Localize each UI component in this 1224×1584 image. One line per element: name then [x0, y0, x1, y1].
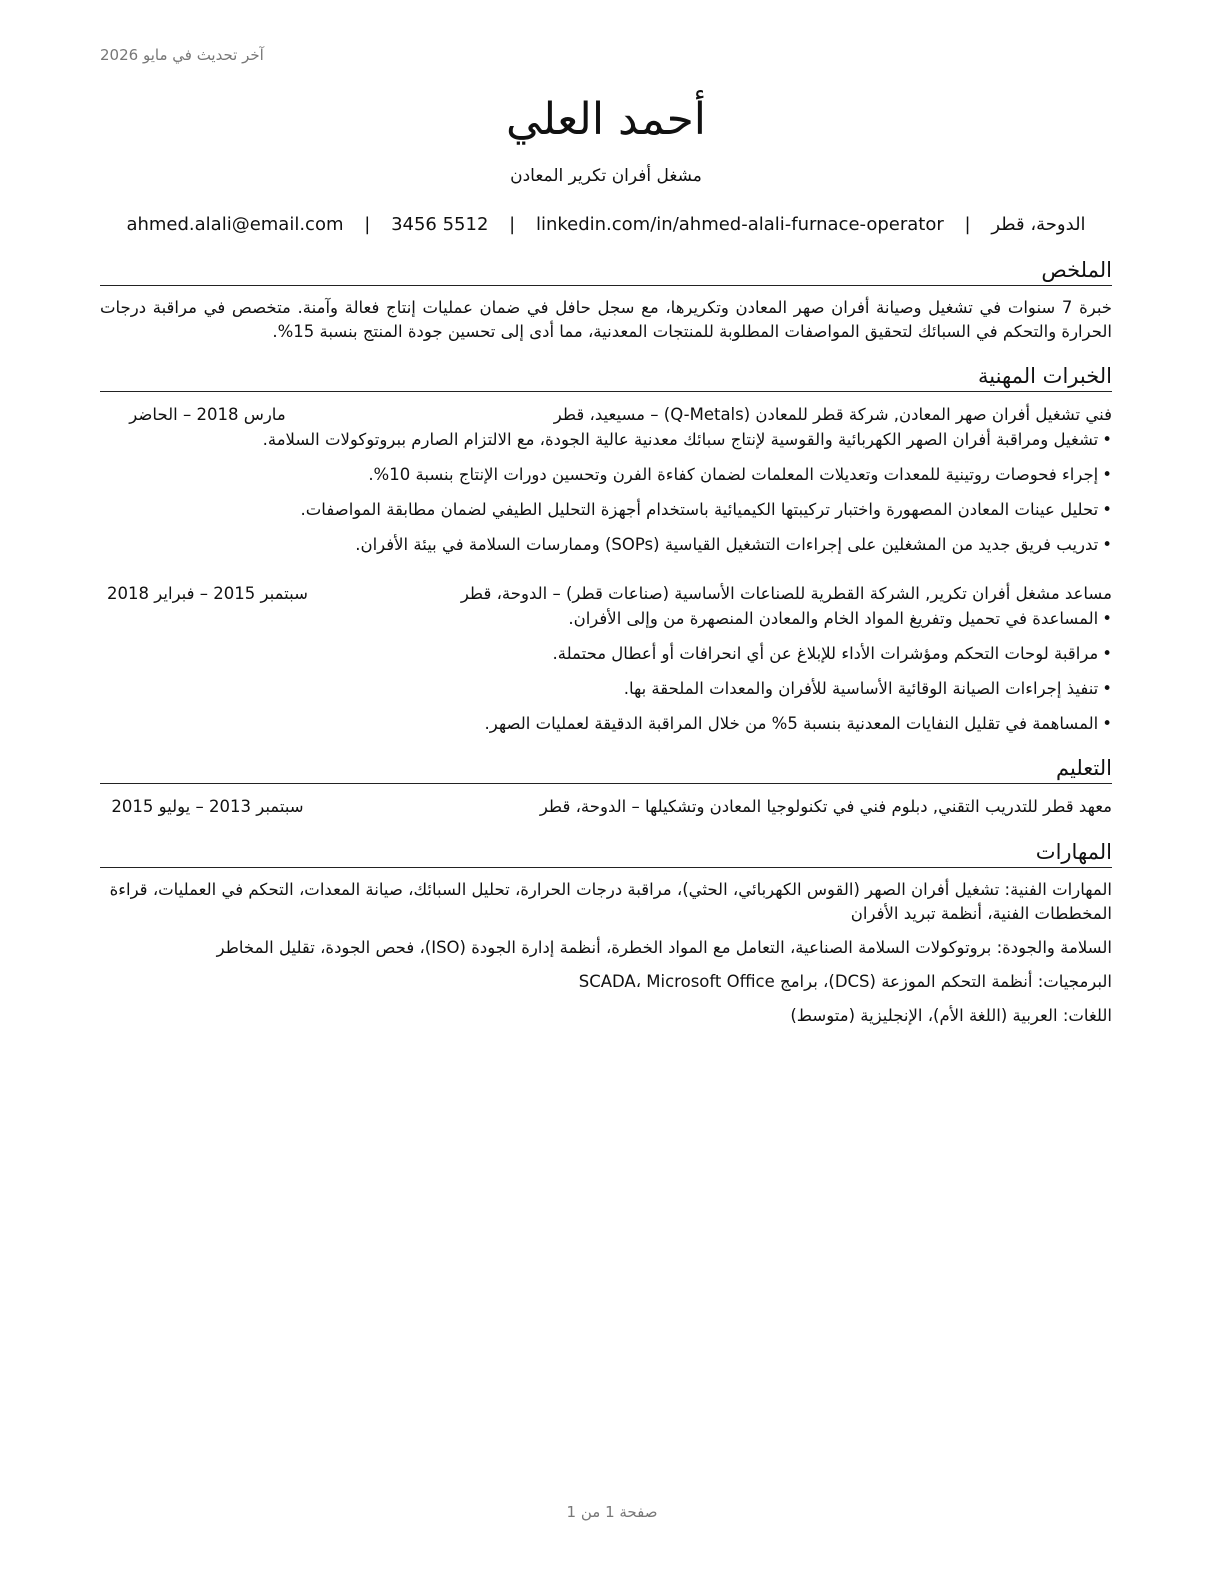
bullet-icon: • — [1102, 679, 1112, 698]
bullet-icon: • — [1102, 609, 1112, 628]
experience-bullets — [100, 428, 1112, 557]
contact-separator: | — [509, 214, 516, 235]
bullet-icon: • — [1102, 465, 1112, 484]
contact-line — [100, 212, 1112, 238]
bullet-icon: • — [1102, 644, 1112, 663]
list-item: •المساهمة في تقليل النفايات المعدنية بنسبة 5% من خلال المراقبة الدقيقة لعمليات الصهر. — [484, 714, 1112, 733]
candidate-name: أحمد العلي — [505, 94, 707, 145]
list-item: •مراقبة لوحات التحكم ومؤشرات الأداء للإبلاغ عن أي انحرافات أو أعطال محتملة. — [552, 644, 1112, 663]
list-item: •تدريب فريق جديد من المشغلين على إجراءات التشغيل القياسية (SOPs) وممارسات السلامة في بيئة الأفران. — [355, 535, 1112, 554]
contact-separator: | — [364, 214, 371, 235]
list-item: •تنفيذ إجراءات الصيانة الوقائية الأساسية للأفران والمعدات الملحقة بها. — [623, 679, 1112, 698]
summary-heading: الملخص — [100, 256, 1112, 286]
experience-bullets — [100, 607, 1112, 736]
resume-page — [100, 88, 1112, 1038]
bullet-icon: • — [1102, 535, 1112, 554]
bullet-icon: • — [1102, 714, 1112, 733]
experience-title-company: مساعد مشغل أفران تكرير, الشركة القطرية للصناعات الأساسية (صناعات قطر) – الدوحة، قطر — [460, 584, 1112, 603]
contact-email[interactable]: ahmed.alali@email.com — [126, 214, 344, 235]
candidate-role: مشغل أفران تكرير المعادن — [510, 166, 702, 186]
education-heading: التعليم — [100, 754, 1112, 784]
page-number: صفحة 1 من 1 — [566, 1503, 658, 1521]
experience-heading: الخبرات المهنية — [100, 362, 1112, 392]
experience-dates: مارس 2018 – الحاضر — [129, 405, 286, 424]
education-title: معهد قطر للتدريب التقني, دبلوم فني في تكنولوجيا المعادن وتشكيلها – الدوحة، قطر — [539, 797, 1112, 816]
list-item: •إجراء فحوصات روتينية للمعدات وتعديلات المعلمات لضمان كفاءة الفرن وتحسين دورات الإنتاج بنسبة 10%. — [368, 465, 1112, 484]
experience-entry — [100, 581, 1112, 736]
contact-separator: | — [964, 214, 971, 235]
last-updated-note: آخر تحديث في مايو 2026 — [100, 46, 264, 64]
education-dates: سبتمبر 2013 – يوليو 2015 — [111, 797, 304, 816]
bullet-icon: • — [1102, 430, 1112, 449]
experience-header — [100, 581, 1112, 607]
contact-phone: 3456 5512 — [391, 214, 489, 235]
summary-text: خبرة 7 سنوات في تشغيل وصيانة أفران صهر المعادن وتكريرها، مع سجل حافل في ضمان عمليات إنتاج فعالة وآمنة. متخصص في مراقبة درجات الحرارة والتحكم في السبائك لتحقيق المواصفات المطلوبة للمنتجات المعدنية، مما أدى إلى تحسين جودة المنتج بنسبة 15%. — [100, 298, 1112, 341]
education-entry — [100, 794, 1112, 820]
list-item: •تحليل عينات المعادن المصهورة واختبار تركيبتها الكيميائية باستخدام أجهزة التحليل الطيفي لضمان مطابقة المواصفات. — [300, 500, 1112, 519]
contact-linkedin[interactable]: linkedin.com/in/ahmed-alali-furnace-operator — [535, 214, 944, 235]
experience-dates: سبتمبر 2015 – فبراير 2018 — [107, 584, 308, 603]
experience-header — [100, 402, 1112, 428]
contact-location: الدوحة، قطر — [991, 214, 1086, 235]
skill-line: البرمجيات: أنظمة التحكم الموزعة (DCS)، برامج SCADA، Microsoft Office — [578, 972, 1112, 991]
list-item: •تشغيل ومراقبة أفران الصهر الكهربائية والقوسية لإنتاج سبائك معدنية عالية الجودة، مع الالتزام الصارم ببروتوكولات السلامة. — [262, 430, 1112, 449]
skill-line: السلامة والجودة: بروتوكولات السلامة الصناعية، التعامل مع المواد الخطرة، أنظمة إدارة الجودة (ISO)، فحص الجودة، تقليل المخاطر — [216, 938, 1112, 957]
experience-title-company: فني تشغيل أفران صهر المعادن, شركة قطر للمعادن (Q-Metals) – مسيعيد، قطر — [553, 405, 1112, 424]
skills-heading: المهارات — [100, 838, 1112, 868]
list-item: •المساعدة في تحميل وتفريغ المواد الخام والمعادن المنصهرة من وإلى الأفران. — [568, 609, 1112, 628]
skill-line: المهارات الفنية: تشغيل أفران الصهر (القوس الكهربائي، الحثي)، مراقبة درجات الحرارة، تحليل السبائك، صيانة المعدات، التحكم في العمليات، قراءة المخططات الفنية، أنظمة تبريد الأفران — [109, 880, 1112, 923]
experience-entry — [100, 402, 1112, 557]
skill-line: اللغات: العربية (اللغة الأم)، الإنجليزية (متوسط) — [790, 1006, 1112, 1025]
bullet-icon: • — [1102, 500, 1112, 519]
